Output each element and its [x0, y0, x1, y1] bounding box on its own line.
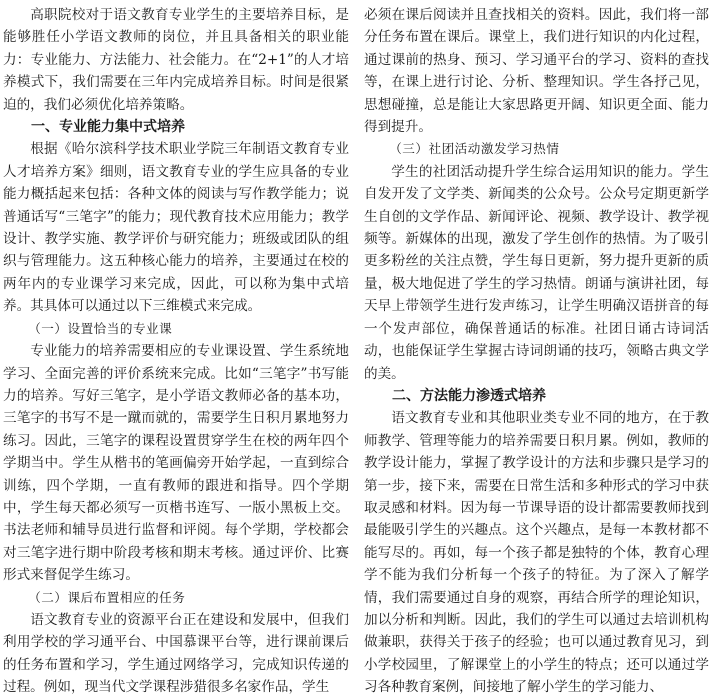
right-column: [364, 4, 709, 699]
continued-paragraph: 必须在课后阅读并且查找相关的资料。因此，我们将一部分任务布置在课后。课堂上，我们进行知识的内化过程，通过课前的热身、预习、学习通平台的学习、资料的查找等，在课上进行讨论、分析、整理知识。学生各抒己见，思想碰撞，总是能让大家思路更开阔、知识更全面、能力得到提升。: [364, 7, 709, 136]
sub2-paragraph: 语文教育专业的资源平台正在建设和发展中，但我们利用学校的学习通平台、中国慕课平台等，进行课前课后的任务布置和学习，学生通过网络学习，完成知识传递的过程。例如，现当代文学课程涉猎很多名家作品，学生: [3, 611, 349, 696]
intro-paragraph: 高职院校对于语文教育专业学生的主要培养目标，是能够胜任小学语文教师的岗位，并且具备相关的职业能力：专业能力、方法能力、社会能力。在“2+1”的人才培养模式下，我们需要在三年内完成培养目标。时间是很紧迫的，我们必须优化培养策略。: [3, 7, 349, 113]
section1-paragraph: 根据《哈尔滨科学技术职业学院三年制语文教育专业人才培养方案》细则，语文教育专业的学生应具备的专业能力概括起来包括：各种文体的阅读与写作教学能力；说普通话写“三笔字”的能力；现代教育技术应用能力；教学设计、教学实施、教学评价与研究能力；班级或团队的组织与管理能力。这五种核心能力的培养，主要通过在校的两年内的专业课学习来完成，因此，可以称为集中式培养。其具体可以通过以下三维模式来完成。: [3, 141, 349, 315]
sub1-paragraph: 专业能力的培养需要相应的专业课设置、学生系统地学习、全面完善的评价系统来完成。比如“三笔字”书写能力的培养。写好三笔字，是小学语文教师必备的基本功，三笔字的书写不是一蹴而就的，需要学生日积月累地努力练习。因此，三笔字的课程设置贯穿学生在校的两年四个学期当中。学生从楷书的笔画偏旁开始学起，一直到综合训练，四个学期，一直有教师的跟进和指导。四个学期中，学生每天都必须写一页楷书连写、一版小黑板上交。书法老师和辅导员进行监督和评阅。每个学期，学校都会对三笔字进行期中阶段考核和期末考核。通过评价、比赛形式来督促学生练习。: [3, 343, 349, 584]
section-heading-method-ability: 二、方法能力渗透式培养: [392, 387, 546, 404]
left-column: [3, 4, 349, 699]
subheading-courses: （一）设置恰当的专业课: [28, 320, 173, 336]
subheading-after-class-tasks: （二）课后布置相应的任务: [28, 589, 186, 605]
section-heading-professional-ability: 一、专业能力集中式培养: [31, 119, 185, 136]
subheading-club-activities: （三）社团活动激发学习热情: [389, 141, 560, 157]
sub3-paragraph: 学生的社团活动提升学生综合运用知识的能力。学生自发开发了文学类、新闻类的公众号。公众号定期更新学生自创的文学作品、新闻评论、视频、教学设计、教学视频等。新媒体的出现，激发了学生创作的热情。为了吸引更多粉丝的关注点赞，学生每日更新，努力提升更新的质量，极大地促进了学生的学习热情。朗诵与演讲社团，每天早上带领学生进行发声练习，让学生明确汉语拼音的每一个发声部位，确保普通话的标准。社团日诵古诗词活动，也能保证学生掌握古诗词朗诵的技巧，领略古典文学的美。: [364, 163, 709, 382]
section2-paragraph: 语文教育专业和其他职业类专业不同的地方，在于教师教学、管理等能力的培养需要日积月累。例如，教师的教学设计能力，掌握了教学设计的方法和步骤只是学习的第一步，接下来，需要在日常生活和多种形式的学习中获取灵感和材料。因为每一节课导语的设计都需要教师找到最能吸引学生的兴趣点。这个兴趣点，是每一本教材都不能写尽的。再如，每一个孩子都是独特的个体，教育心理学不能为我们分析每一个孩子的特征。为了深入了解学情，我们需要通过自身的观察，再结合所学的理论知识，加以分析和判断。因此，我们的学生可以通过去培训机构做兼职，获得关于孩子的经验；也可以通过教育见习，到小学校园里，了解课堂上的小学生的特点；还可以通过学习各种教育案例，间接地了解小学生的学习能力、: [364, 410, 709, 696]
